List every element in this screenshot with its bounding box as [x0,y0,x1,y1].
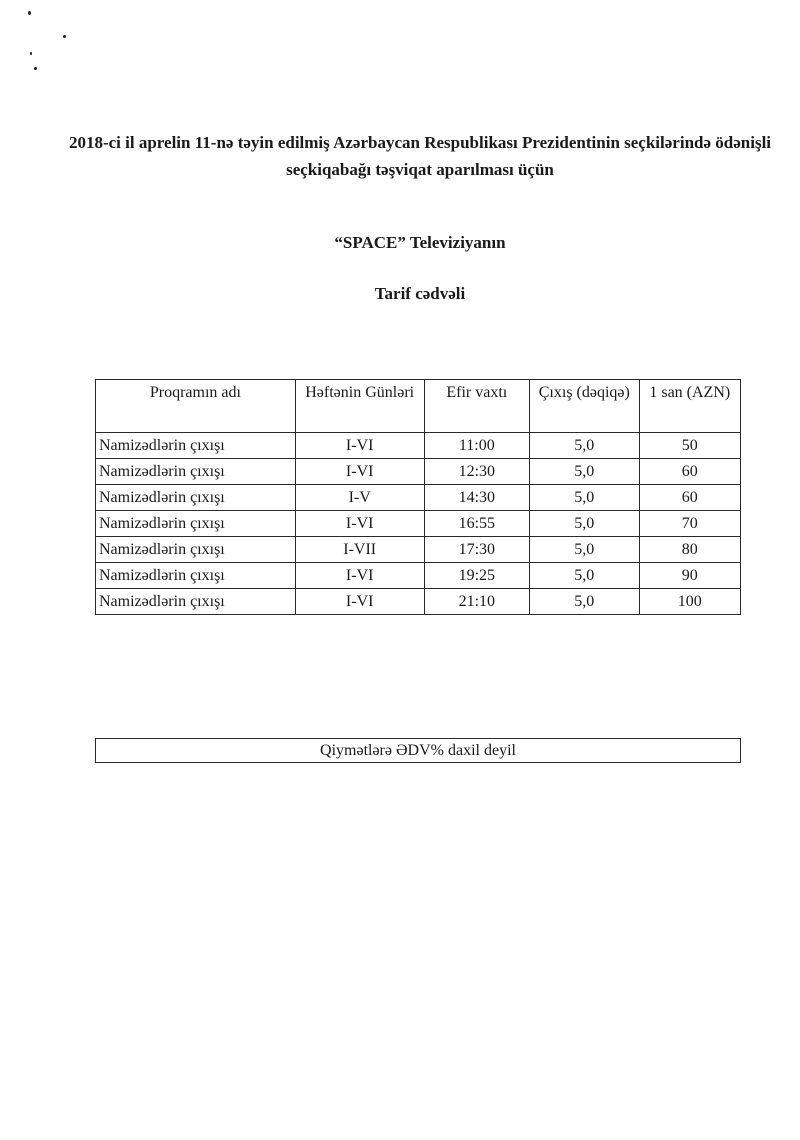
table-body [96,433,741,615]
cell-days: I-VI [295,459,424,485]
header-air-time: Efir vaxtı [424,380,529,433]
cell-program: Namizədlərin çıxışı [96,459,296,485]
table-row [96,459,741,485]
cell-program: Namizədlərin çıxışı [96,589,296,615]
cell-air-time: 16:55 [424,511,529,537]
cell-duration: 5,0 [530,589,640,615]
cell-duration: 5,0 [530,433,640,459]
cell-air-time: 11:00 [424,433,529,459]
header-program: Proqramın adı [96,380,296,433]
cell-duration: 5,0 [530,563,640,589]
cell-price: 50 [639,433,740,459]
cell-days: I-VI [295,589,424,615]
cell-duration: 5,0 [530,459,640,485]
table-row [96,511,741,537]
document-subtitle: Tarif cədvəli [374,284,466,303]
cell-program: Namizədlərin çıxışı [96,485,296,511]
scan-speck [30,52,32,55]
cell-air-time: 19:25 [424,563,529,589]
cell-air-time: 17:30 [424,537,529,563]
cell-days: I-VI [295,433,424,459]
cell-duration: 5,0 [530,485,640,511]
cell-days: I-VI [295,511,424,537]
table-row [96,563,741,589]
cell-days: I-VII [295,537,424,563]
header-duration: Çıxış (dəqiqə) [530,380,640,433]
cell-program: Namizədlərin çıxışı [96,537,296,563]
cell-days: I-VI [295,563,424,589]
channel-name: “SPACE” Televiziyanın [334,233,506,252]
table-header-row [96,380,741,433]
document-title: 2018-ci il aprelin 11-nə təyin edilmiş Azərbaycan Respublikası Prezidentinin seçkilərində ödənişli seçkiqabağı təşviqat aparılması üçün [68,133,772,179]
scan-speck [63,35,66,38]
cell-program: Namizədlərin çıxışı [96,433,296,459]
cell-program: Namizədlərin çıxışı [96,511,296,537]
cell-price: 60 [639,485,740,511]
cell-price: 70 [639,511,740,537]
table-row [96,485,741,511]
cell-program: Namizədlərin çıxışı [96,563,296,589]
table-row [96,433,741,459]
cell-price: 60 [639,459,740,485]
cell-price: 80 [639,537,740,563]
tariff-table [95,379,741,615]
cell-air-time: 14:30 [424,485,529,511]
cell-air-time: 21:10 [424,589,529,615]
cell-air-time: 12:30 [424,459,529,485]
cell-price: 100 [639,589,740,615]
cell-price: 90 [639,563,740,589]
scan-speck [28,11,31,15]
cell-duration: 5,0 [530,511,640,537]
table-row [96,537,741,563]
scan-speck [34,67,37,70]
header-price: 1 san (AZN) [639,380,740,433]
vat-note: Qiymətlərə ƏDV% daxil deyil [95,738,741,763]
table-row [96,589,741,615]
cell-duration: 5,0 [530,537,640,563]
cell-days: I-V [295,485,424,511]
header-days: Həftənin Günləri [295,380,424,433]
